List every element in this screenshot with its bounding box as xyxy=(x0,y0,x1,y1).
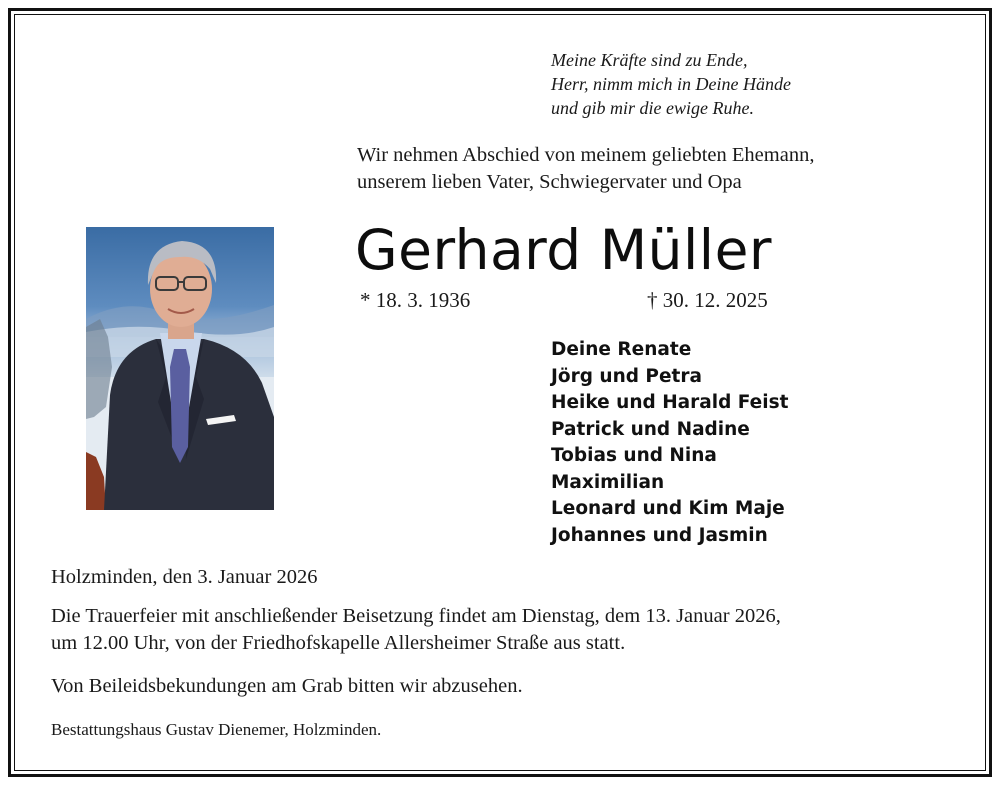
ceremony-info xyxy=(51,603,781,657)
ceremony-line: um 12.00 Uhr, von der Friedhofskapelle Allersheimer Straße aus statt. xyxy=(51,632,626,654)
condolence-note: Von Beileidsbekundungen am Grab bitten wir abzusehen. xyxy=(51,675,523,697)
family-member: Maximilian xyxy=(551,471,665,493)
undertaker-info: Bestattungshaus Gustav Dienemer, Holzminden. xyxy=(51,720,382,739)
family-member: Patrick und Nadine xyxy=(551,418,750,440)
family-member: Deine Renate xyxy=(551,339,692,360)
intro-line: Wir nehmen Abschied von meinem geliebten Ehemann, xyxy=(357,144,815,166)
family-member: Johannes und Jasmin xyxy=(551,524,768,546)
poem-line: und gib mir die ewige Ruhe. xyxy=(551,98,754,118)
poem-line: Meine Kräfte sind zu Ende, xyxy=(551,50,748,70)
family-member: Heike und Harald Feist xyxy=(551,392,789,413)
ceremony-line: Die Trauerfeier mit anschließender Beisetzung findet am Dienstag, dem 13. Januar 2026, xyxy=(51,605,781,627)
poem xyxy=(551,48,791,120)
family-member: Jörg und Petra xyxy=(551,365,702,387)
portrait-photo xyxy=(86,227,274,510)
farewell-intro xyxy=(357,142,814,196)
place-and-date: Holzminden, den 3. Januar 2026 xyxy=(51,566,318,588)
family-member: Leonard und Kim Maje xyxy=(551,498,785,519)
intro-line: unserem lieben Vater, Schwiegervater und Opa xyxy=(357,171,742,193)
portrait-illustration xyxy=(86,227,274,510)
birth-date: * 18. 3. 1936 xyxy=(360,288,471,312)
deceased-name: Gerhard Müller xyxy=(355,218,773,282)
family-list xyxy=(551,337,788,549)
family-member: Tobias und Nina xyxy=(551,445,717,466)
death-date: † 30. 12. 2025 xyxy=(647,288,768,312)
poem-line: Herr, nimm mich in Deine Hände xyxy=(551,74,791,94)
